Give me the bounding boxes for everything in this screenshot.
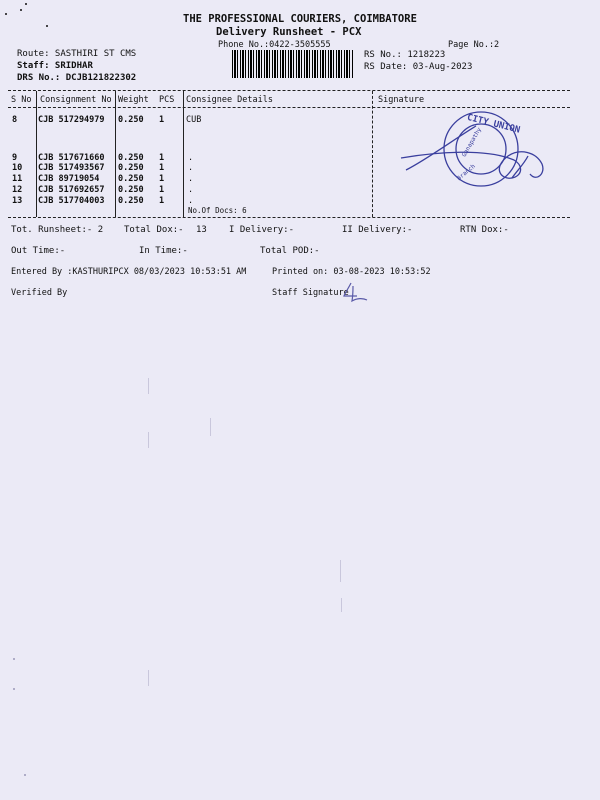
faint-mark [148,432,149,448]
speck [13,688,15,690]
row-pcs: 1 [159,115,165,125]
speck [20,9,22,11]
row-weight: 0.250 [118,196,144,206]
phone-number: Phone No.:0422-3505555 [218,40,331,50]
runsheet-subtitle: Delivery Runsheet - PCX [216,26,362,38]
faint-mark [340,560,341,582]
row-details: . [188,163,194,173]
staff: Staff: SRIDHAR [17,61,93,71]
row-pcs: 1 [159,174,165,184]
entered-by: Entered By :KASTHURIPCX 08/03/2023 10:53:51 AM [11,267,247,277]
company-title: THE PROFESSIONAL COURIERS, COIMBATORE [183,13,417,25]
rtn-dox: RTN Dox:- [460,225,509,235]
col-divider [115,91,116,217]
header-consignment: Consignment No [40,95,112,105]
rs-date: RS Date: 03-Aug-2023 [364,62,473,72]
col-divider [372,91,373,217]
row-details: . [188,185,194,195]
row-weight: 0.250 [118,163,144,173]
verified-by: Verified By [11,288,68,298]
col-divider [36,91,37,217]
header-signature: Signature [378,95,425,105]
header-consignee: Consignee Details [186,95,273,105]
row-details: CUB [186,115,202,125]
stamp-bank-name: CITY UNION [465,112,521,136]
total-pod: Total POD:- [260,246,320,256]
row-weight: 0.250 [118,174,144,184]
i-delivery: I Delivery:- [229,225,295,235]
row-consignment: CJB 517671660 [38,153,105,163]
staff-signature-scribble [341,281,369,305]
row-consignment: CJB 89719054 [38,174,100,184]
speck [25,3,27,5]
in-time: In Time:- [139,246,188,256]
total-dox-value: 13 [196,225,207,235]
route: Route: SASTHIRI ST CMS [17,49,137,59]
header-pcs: PCS [159,95,175,105]
row-pcs: 1 [159,196,165,206]
page-number: Page No.:2 [448,40,500,50]
row-consignment: CJB 517294979 [38,115,105,125]
row-sno: 12 [12,185,23,195]
row-consignment: CJB 517493567 [38,163,105,173]
speck [13,658,15,660]
row-pcs: 1 [159,163,165,173]
speck [46,25,48,27]
row-sno: 8 [12,115,18,125]
ii-delivery: II Delivery:- [342,225,413,235]
row-weight: 0.250 [118,115,144,125]
rs-number: RS No.: 1218223 [364,50,446,60]
header-sno: S No [11,95,32,105]
faint-mark [210,418,211,436]
table-bottom-rule [8,217,570,218]
tot-runsheet: Tot. Runsheet:- 2 [11,225,104,235]
bank-stamp-and-signature [396,108,552,194]
barcode-image [232,50,354,78]
row-details: . [188,174,194,184]
stamp-branch-line1: Ganapathy [460,126,483,159]
col-divider [183,91,184,217]
row-sno: 10 [12,163,23,173]
row-consignment: CJB 517704003 [38,196,105,206]
faint-mark [148,378,149,394]
row-weight: 0.250 [118,185,144,195]
speck [5,13,7,15]
row-sno: 11 [12,174,23,184]
stamp-branch-line2: Branch [455,162,477,183]
drs-number: DRS No.: DCJB121822302 [17,73,137,83]
staff-signature-label: Staff Signature [272,288,349,298]
printed-on: Printed on: 03-08-2023 10:53:52 [272,267,431,277]
row-weight: 0.250 [118,153,144,163]
total-dox-label: Total Dox:- [124,225,184,235]
row-pcs: 1 [159,153,165,163]
faint-mark [148,670,149,686]
row-consignment: CJB 517692657 [38,185,105,195]
out-time: Out Time:- [11,246,66,256]
header-weight: Weight [118,95,149,105]
no-of-docs: No.Of Docs: 6 [188,206,247,215]
row-pcs: 1 [159,185,165,195]
row-sno: 13 [12,196,23,206]
faint-mark [341,598,342,612]
row-details: . [188,196,194,206]
row-sno: 9 [12,153,18,163]
speck [24,774,26,776]
row-details: . [188,153,194,163]
table-top-rule [8,90,570,91]
